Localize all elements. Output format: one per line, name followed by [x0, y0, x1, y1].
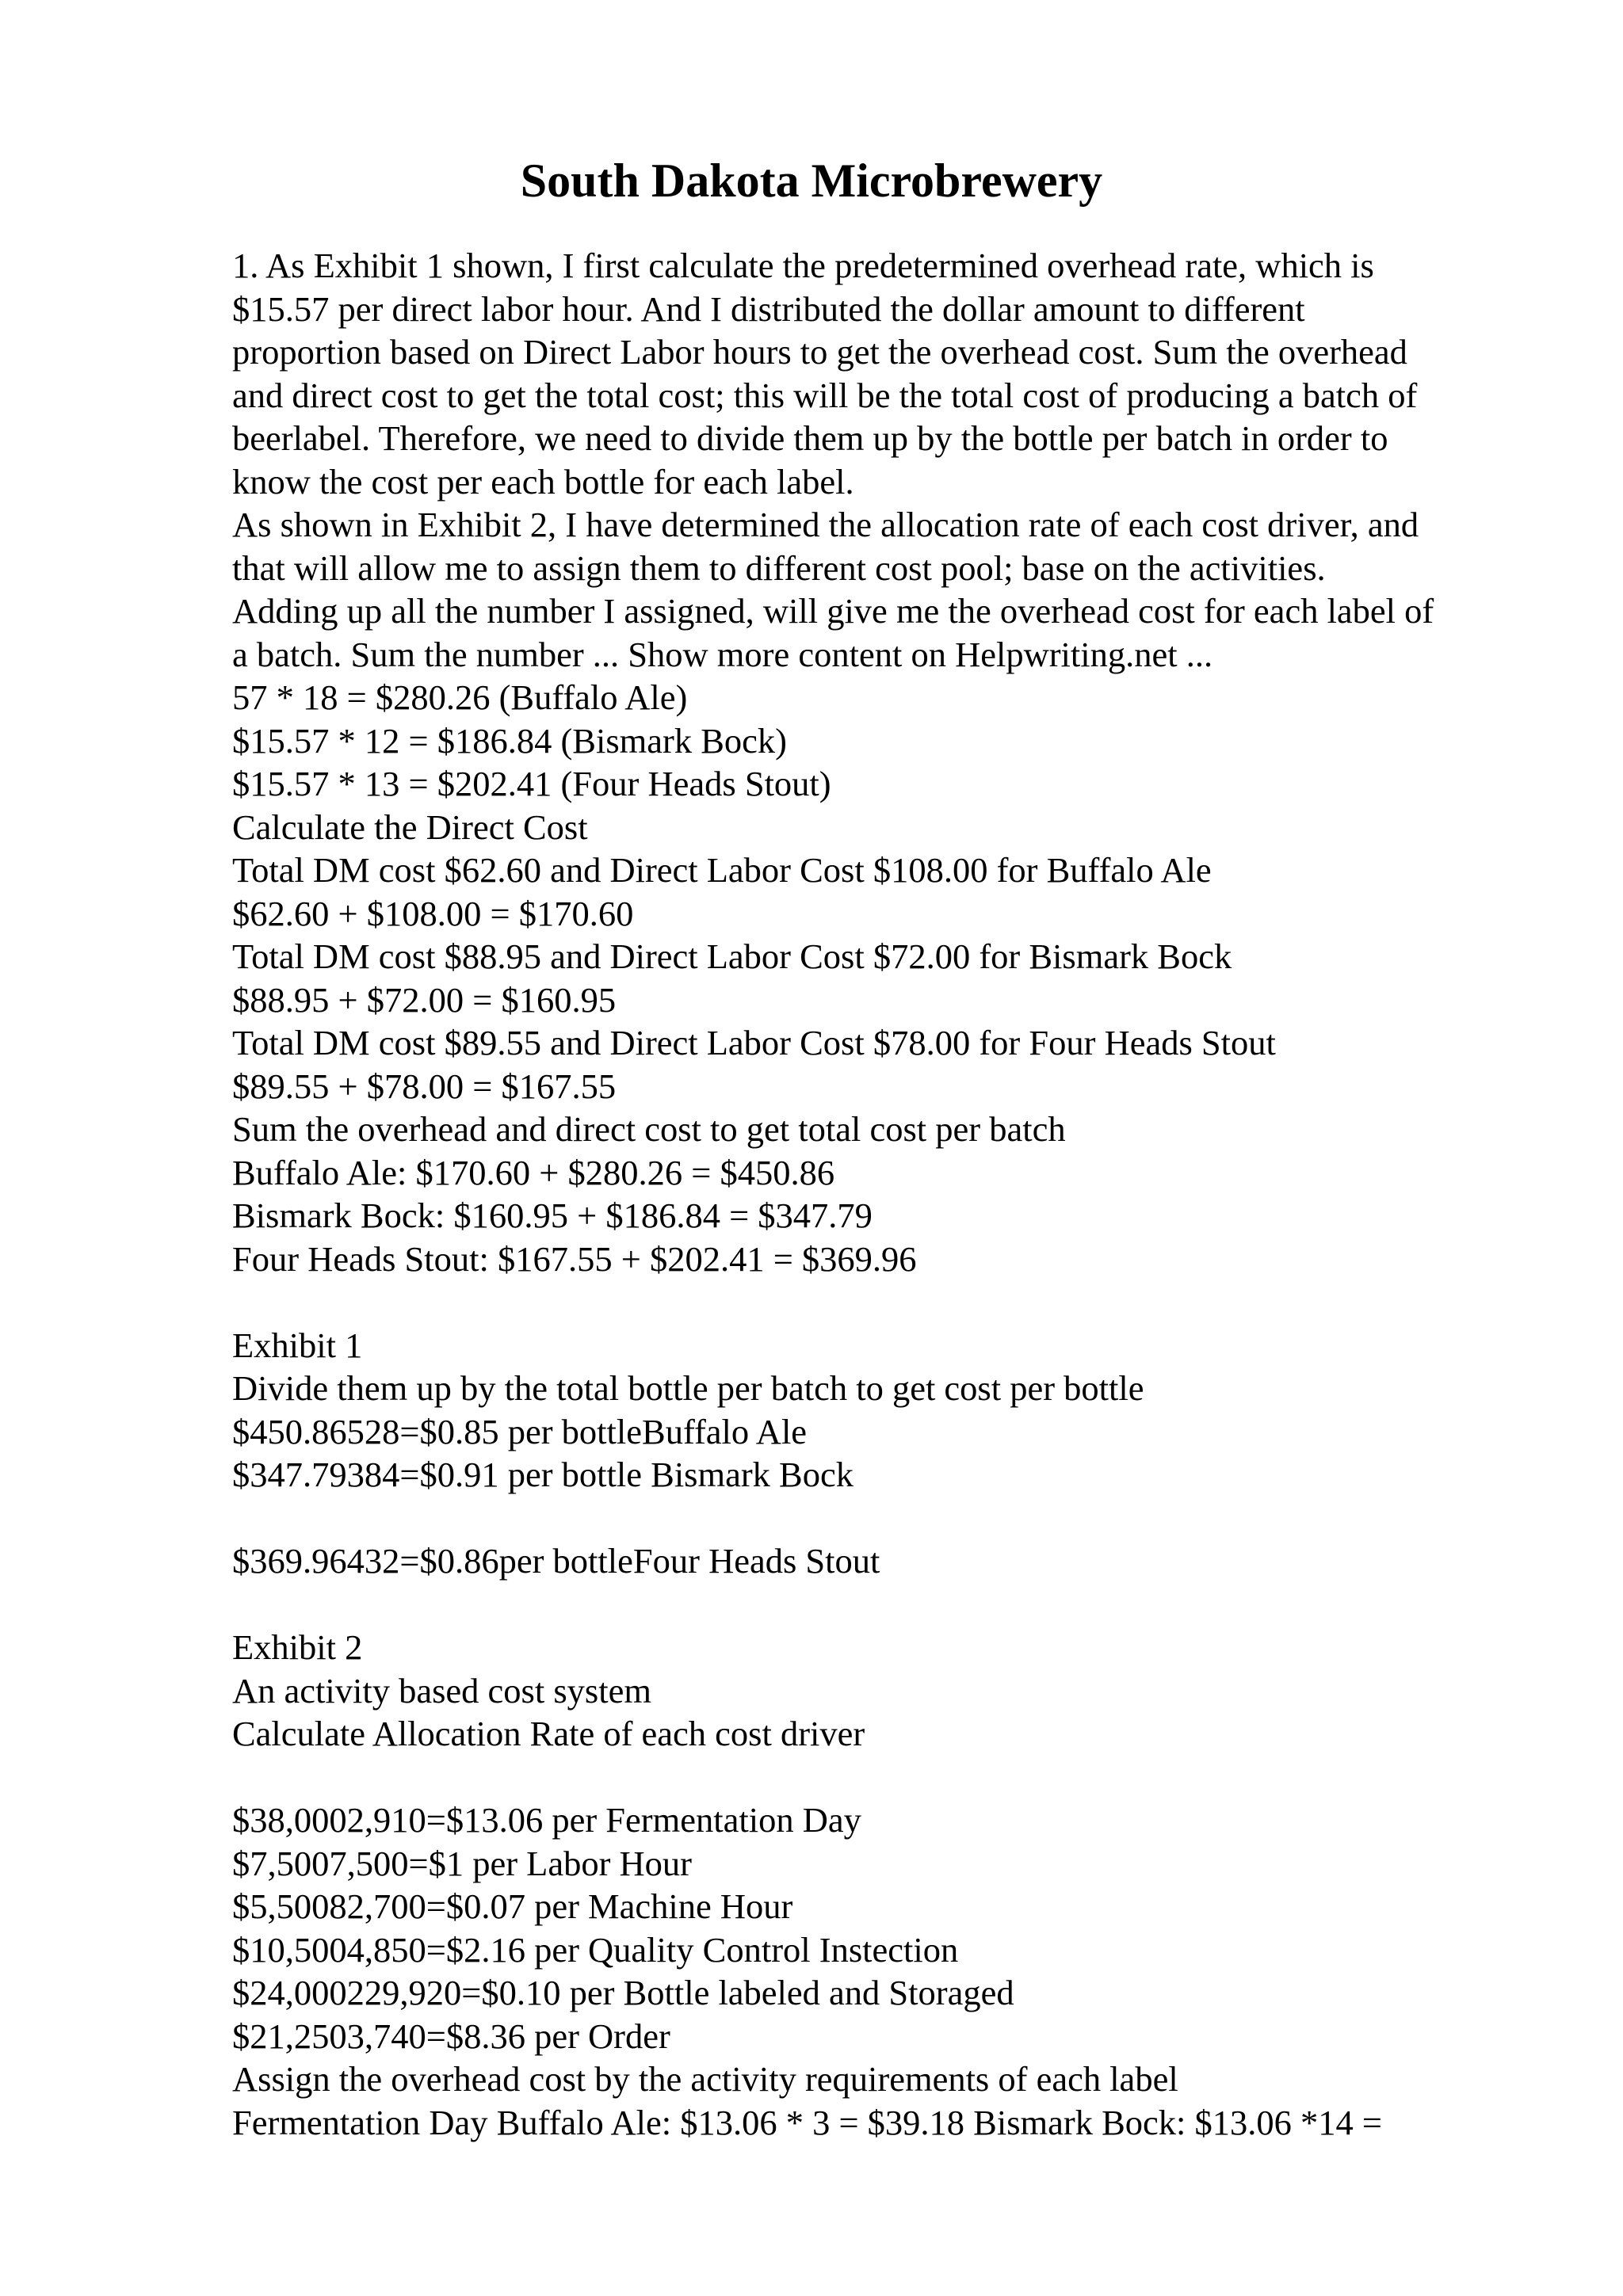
calculation-line: $10,5004,850=$2.16 per Quality Control Instection — [232, 1929, 959, 1970]
calculation-line: Total DM cost $89.55 and Direct Labor Cost $78.00 for Four Heads Stout — [232, 1023, 1276, 1062]
blank-line — [232, 1756, 1516, 1799]
blank-line — [232, 1583, 1516, 1627]
calculation-line: $62.60 + $108.00 = $170.60 — [232, 893, 634, 933]
paragraph-line: proportion based on Direct Labor hours to get the overhead cost. Sum the overhead — [232, 332, 1407, 372]
calculation-line: $15.57 * 12 = $186.84 (Bismark Bock) — [232, 720, 787, 761]
calculation-line: $88.95 + $72.00 = $160.95 — [232, 979, 617, 1020]
calculation-line: Fermentation Day Buffalo Ale: $13.06 * 3 = $39.18 Bismark Bock: $13.06 *14 = — [232, 2102, 1382, 2142]
section-heading-line: Calculate the Direct Cost — [232, 807, 588, 847]
calculation-line: 57 * 18 = $280.26 (Buffalo Ale) — [232, 677, 688, 717]
exhibit-heading: Exhibit 2 — [232, 1627, 363, 1667]
paragraph-line: 1. As Exhibit 1 shown, I first calculate the predetermined overhead rate, which is — [232, 246, 1374, 285]
document-body — [232, 244, 1516, 2144]
calculation-line: Buffalo Ale: $170.60 + $280.26 = $450.86 — [232, 1152, 835, 1192]
calculation-line: $15.57 * 13 = $202.41 (Four Heads Stout) — [232, 764, 831, 803]
calculation-line: $38,0002,910=$13.06 per Fermentation Day — [232, 1800, 861, 1840]
blank-line — [232, 1280, 1516, 1324]
calculation-line: $89.55 + $78.00 = $167.55 — [232, 1066, 617, 1106]
calculation-line: $7,5007,500=$1 per Labor Hour — [232, 1843, 692, 1883]
blank-line — [232, 1497, 1516, 1540]
calculation-line: Four Heads Stout: $167.55 + $202.41 = $369.96 — [232, 1238, 917, 1279]
calculation-line: $21,2503,740=$8.36 per Order — [232, 2016, 670, 2056]
paragraph-line: Assign the overhead cost by the activity requirements of each label — [232, 2059, 1178, 2099]
paragraph-line: $15.57 per direct labor hour. And I distributed the dollar amount to different — [232, 288, 1305, 329]
calculation-line: $24,000229,920=$0.10 per Bottle labeled and Storaged — [232, 1973, 1014, 2012]
paragraph-line: As shown in Exhibit 2, I have determined the allocation rate of each cost driver, and — [232, 505, 1419, 544]
paragraph-line: Divide them up by the total bottle per batch to get cost per bottle — [232, 1368, 1144, 1408]
calculation-line: Total DM cost $88.95 and Direct Labor Cost $72.00 for Bismark Bock — [232, 936, 1232, 976]
document-title: South Dakota Microbrewery — [520, 154, 1103, 207]
paragraph-line: know the cost per each bottle for each label. — [232, 461, 854, 502]
calculation-line: $369.96432=$0.86per bottleFour Heads Stout — [232, 1541, 880, 1581]
section-heading-line: Sum the overhead and direct cost to get total cost per batch — [232, 1109, 1066, 1149]
paragraph-line: Adding up all the number I assigned, will give me the overhead cost for each label of — [232, 591, 1434, 631]
calculation-line: $347.79384=$0.91 per bottle Bismark Bock — [232, 1455, 854, 1494]
paragraph-line: that will allow me to assign them to different cost pool; base on the activities. — [232, 547, 1326, 588]
paragraph-line: beerlabel. Therefore, we need to divide them up by the bottle per batch in order to — [232, 418, 1388, 458]
show-more-line: a batch. Sum the number ... Show more content on Helpwriting.net ... — [232, 634, 1213, 674]
calculation-line: $5,50082,700=$0.07 per Machine Hour — [232, 1886, 793, 1926]
paragraph-line: Calculate Allocation Rate of each cost driver — [232, 1714, 865, 1753]
paragraph-line: and direct cost to get the total cost; this will be the total cost of producing a batch of — [232, 375, 1418, 415]
calculation-line: Bismark Bock: $160.95 + $186.84 = $347.79 — [232, 1196, 873, 1235]
calculation-line: $450.86528=$0.85 per bottleBuffalo Ale — [232, 1411, 808, 1451]
paragraph-line: An activity based cost system — [232, 1670, 651, 1711]
exhibit-heading: Exhibit 1 — [232, 1325, 363, 1365]
calculation-line: Total DM cost $62.60 and Direct Labor Cost $108.00 for Buffalo Ale — [232, 850, 1212, 890]
